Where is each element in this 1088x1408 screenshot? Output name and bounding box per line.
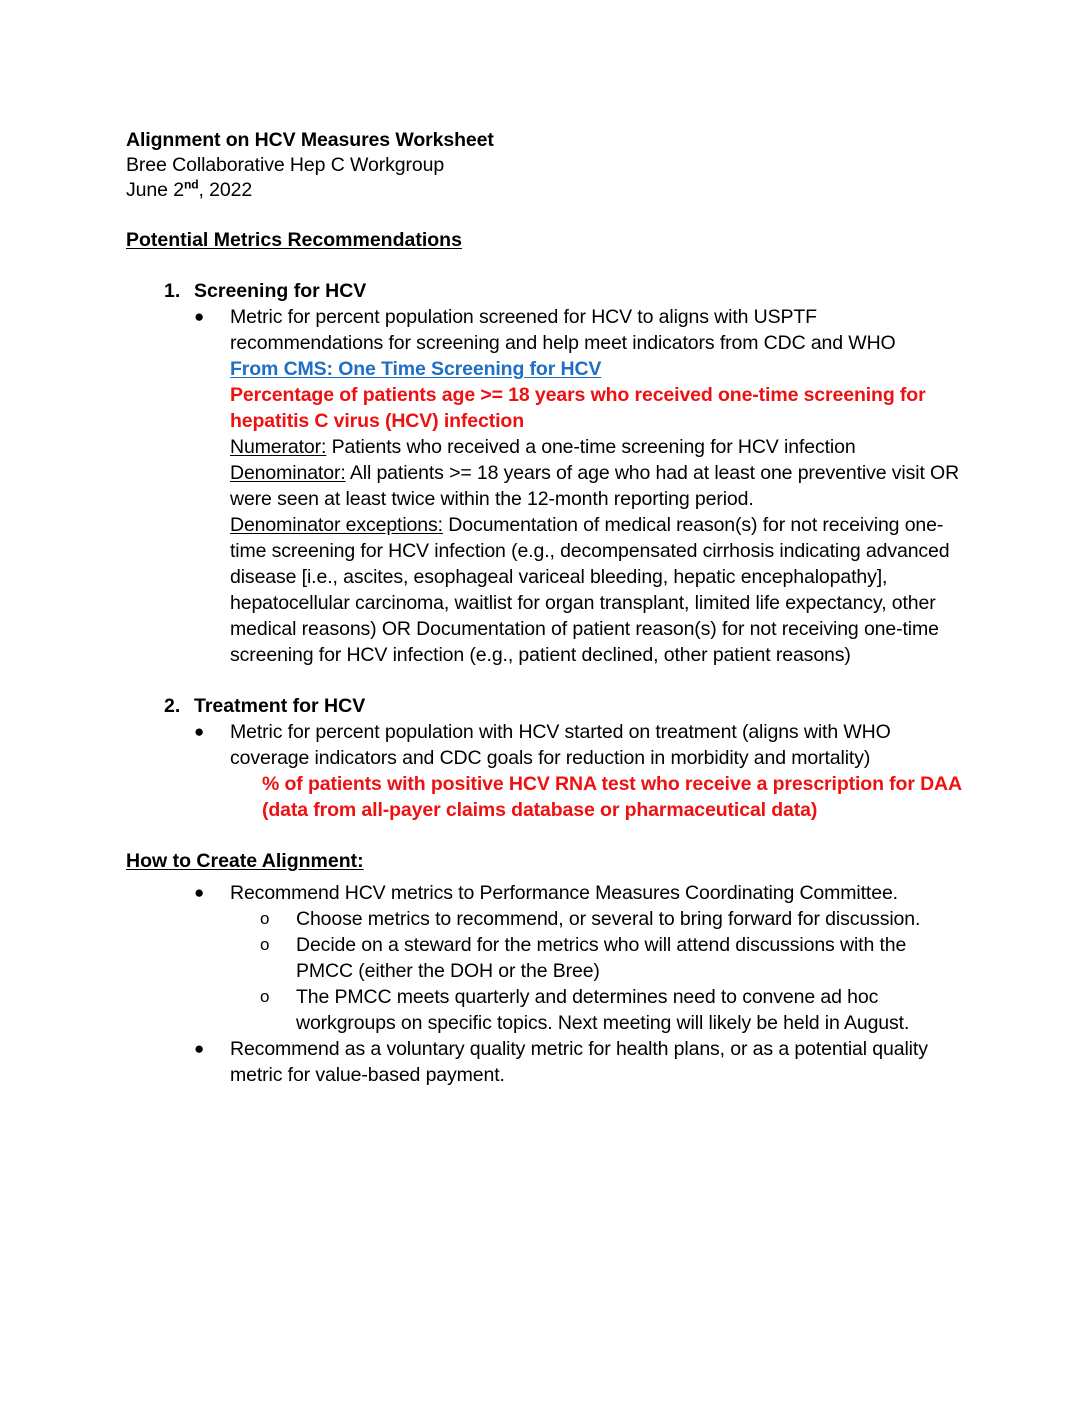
treatment-red-statement: % of patients with positive HCV RNA test who receive a prescription for DAA (data from all-payer claims database or pharmaceutical data)	[262, 773, 962, 821]
bullet-filled-icon: ●	[194, 722, 205, 741]
bullet-screening-body	[230, 304, 966, 668]
bullet-voluntary-metric-text: Recommend as a voluntary quality metric for health plans, or as a potential quality metric for value-based payment.	[230, 1038, 928, 1086]
subbullet-decide-steward	[230, 932, 966, 984]
subbullet-choose-metrics	[230, 906, 966, 932]
bullet-hollow-icon: o	[260, 987, 270, 1006]
bullet-treatment-body	[230, 719, 966, 823]
date-rest: , 2022	[198, 179, 253, 201]
metrics-section-heading: Potential Metrics Recommendations	[126, 229, 462, 251]
denominator-label: Denominator:	[230, 462, 346, 484]
bullet-recommend-metrics	[194, 880, 966, 906]
document-date	[126, 178, 966, 203]
numerator-label: Numerator:	[230, 436, 327, 458]
document-content	[126, 128, 966, 1088]
screening-section-label: Screening for HCV	[194, 280, 367, 302]
subbullet-choose-metrics-text: Choose metrics to recommend, or several to bring forward for discussion.	[296, 908, 921, 930]
treatment-red-wrap	[262, 771, 966, 823]
list-number-marker: 2.	[164, 695, 181, 717]
subbullet-pmcc-quarterly-text: The PMCC meets quarterly and determines need to convene ad hoc workgroups on specific topics. Next meeting will likely be held in August.	[296, 986, 910, 1034]
alignment-section-heading: How to Create Alignment:	[126, 850, 364, 872]
alignment-heading-wrap	[126, 849, 966, 874]
numerator-text: Patients who received a one-time screening for HCV infection	[326, 436, 856, 458]
denominator-exceptions-text: Documentation of medical reason(s) for not receiving one-time screening for HCV infection (e.g., decompensated cirrhosis indicating advanced disease [i.e., ascites, esophageal variceal bleeding, hepatic encephalopathy], hepatocellular carcinoma, waitlist for organ transplant, limited life expectancy, other medical reasons) OR Documentation of patient reason(s) for not receiving one-time screening for HCV infection (e.g., patient declined, other patient reasons)	[230, 514, 950, 666]
document-header	[126, 128, 966, 203]
subbullet-pmcc-quarterly	[230, 984, 966, 1036]
numbered-item-treatment	[126, 693, 966, 719]
list-number-marker: 1.	[164, 280, 181, 302]
denominator-exceptions-label: Denominator exceptions:	[230, 514, 443, 536]
screening-red-statement: Percentage of patients age >= 18 years who received one-time screening for hepatitis C virus (HCV) infection	[230, 384, 926, 432]
document-title: Alignment on HCV Measures Worksheet	[126, 129, 494, 151]
section-spacer	[126, 823, 966, 849]
bullet-hollow-icon: o	[260, 909, 270, 928]
screening-bullet-text: Metric for percent population screened for HCV to aligns with USPTF recommendations for screening and help meet indicators from CDC and WHO	[230, 306, 896, 354]
treatment-section-label: Treatment for HCV	[194, 695, 366, 717]
numbered-item-screening	[126, 278, 966, 304]
date-prefix: June 2	[126, 179, 184, 201]
bullet-hollow-icon: o	[260, 935, 270, 954]
bullet-screening-metric	[194, 304, 966, 668]
bullet-treatment-metric	[194, 719, 966, 823]
cms-screening-link[interactable]: From CMS: One Time Screening for HCV	[230, 358, 602, 380]
subbullet-decide-steward-text: Decide on a steward for the metrics who will attend discussions with the PMCC (either the DOH or the Bree)	[296, 934, 907, 982]
bullet-filled-icon: ●	[194, 1039, 205, 1058]
metrics-heading-wrap	[126, 203, 966, 253]
denominator-text: All patients >= 18 years of age who had at least one preventive visit OR were seen at least twice within the 12-month reporting period.	[230, 462, 960, 510]
date-ordinal-suffix: nd	[183, 177, 199, 192]
document-subtitle: Bree Collaborative Hep C Workgroup	[126, 154, 445, 176]
bullet-voluntary-metric	[194, 1036, 966, 1088]
treatment-bullet-text: Metric for percent population with HCV started on treatment (aligns with WHO coverage indicators and CDC goals for reduction in morbidity and mortality)	[230, 721, 891, 769]
bullet-filled-icon: ●	[194, 883, 205, 902]
bullet-filled-icon: ●	[194, 307, 205, 326]
bullet-recommend-metrics-text: Recommend HCV metrics to Performance Measures Coordinating Committee.	[230, 882, 898, 904]
